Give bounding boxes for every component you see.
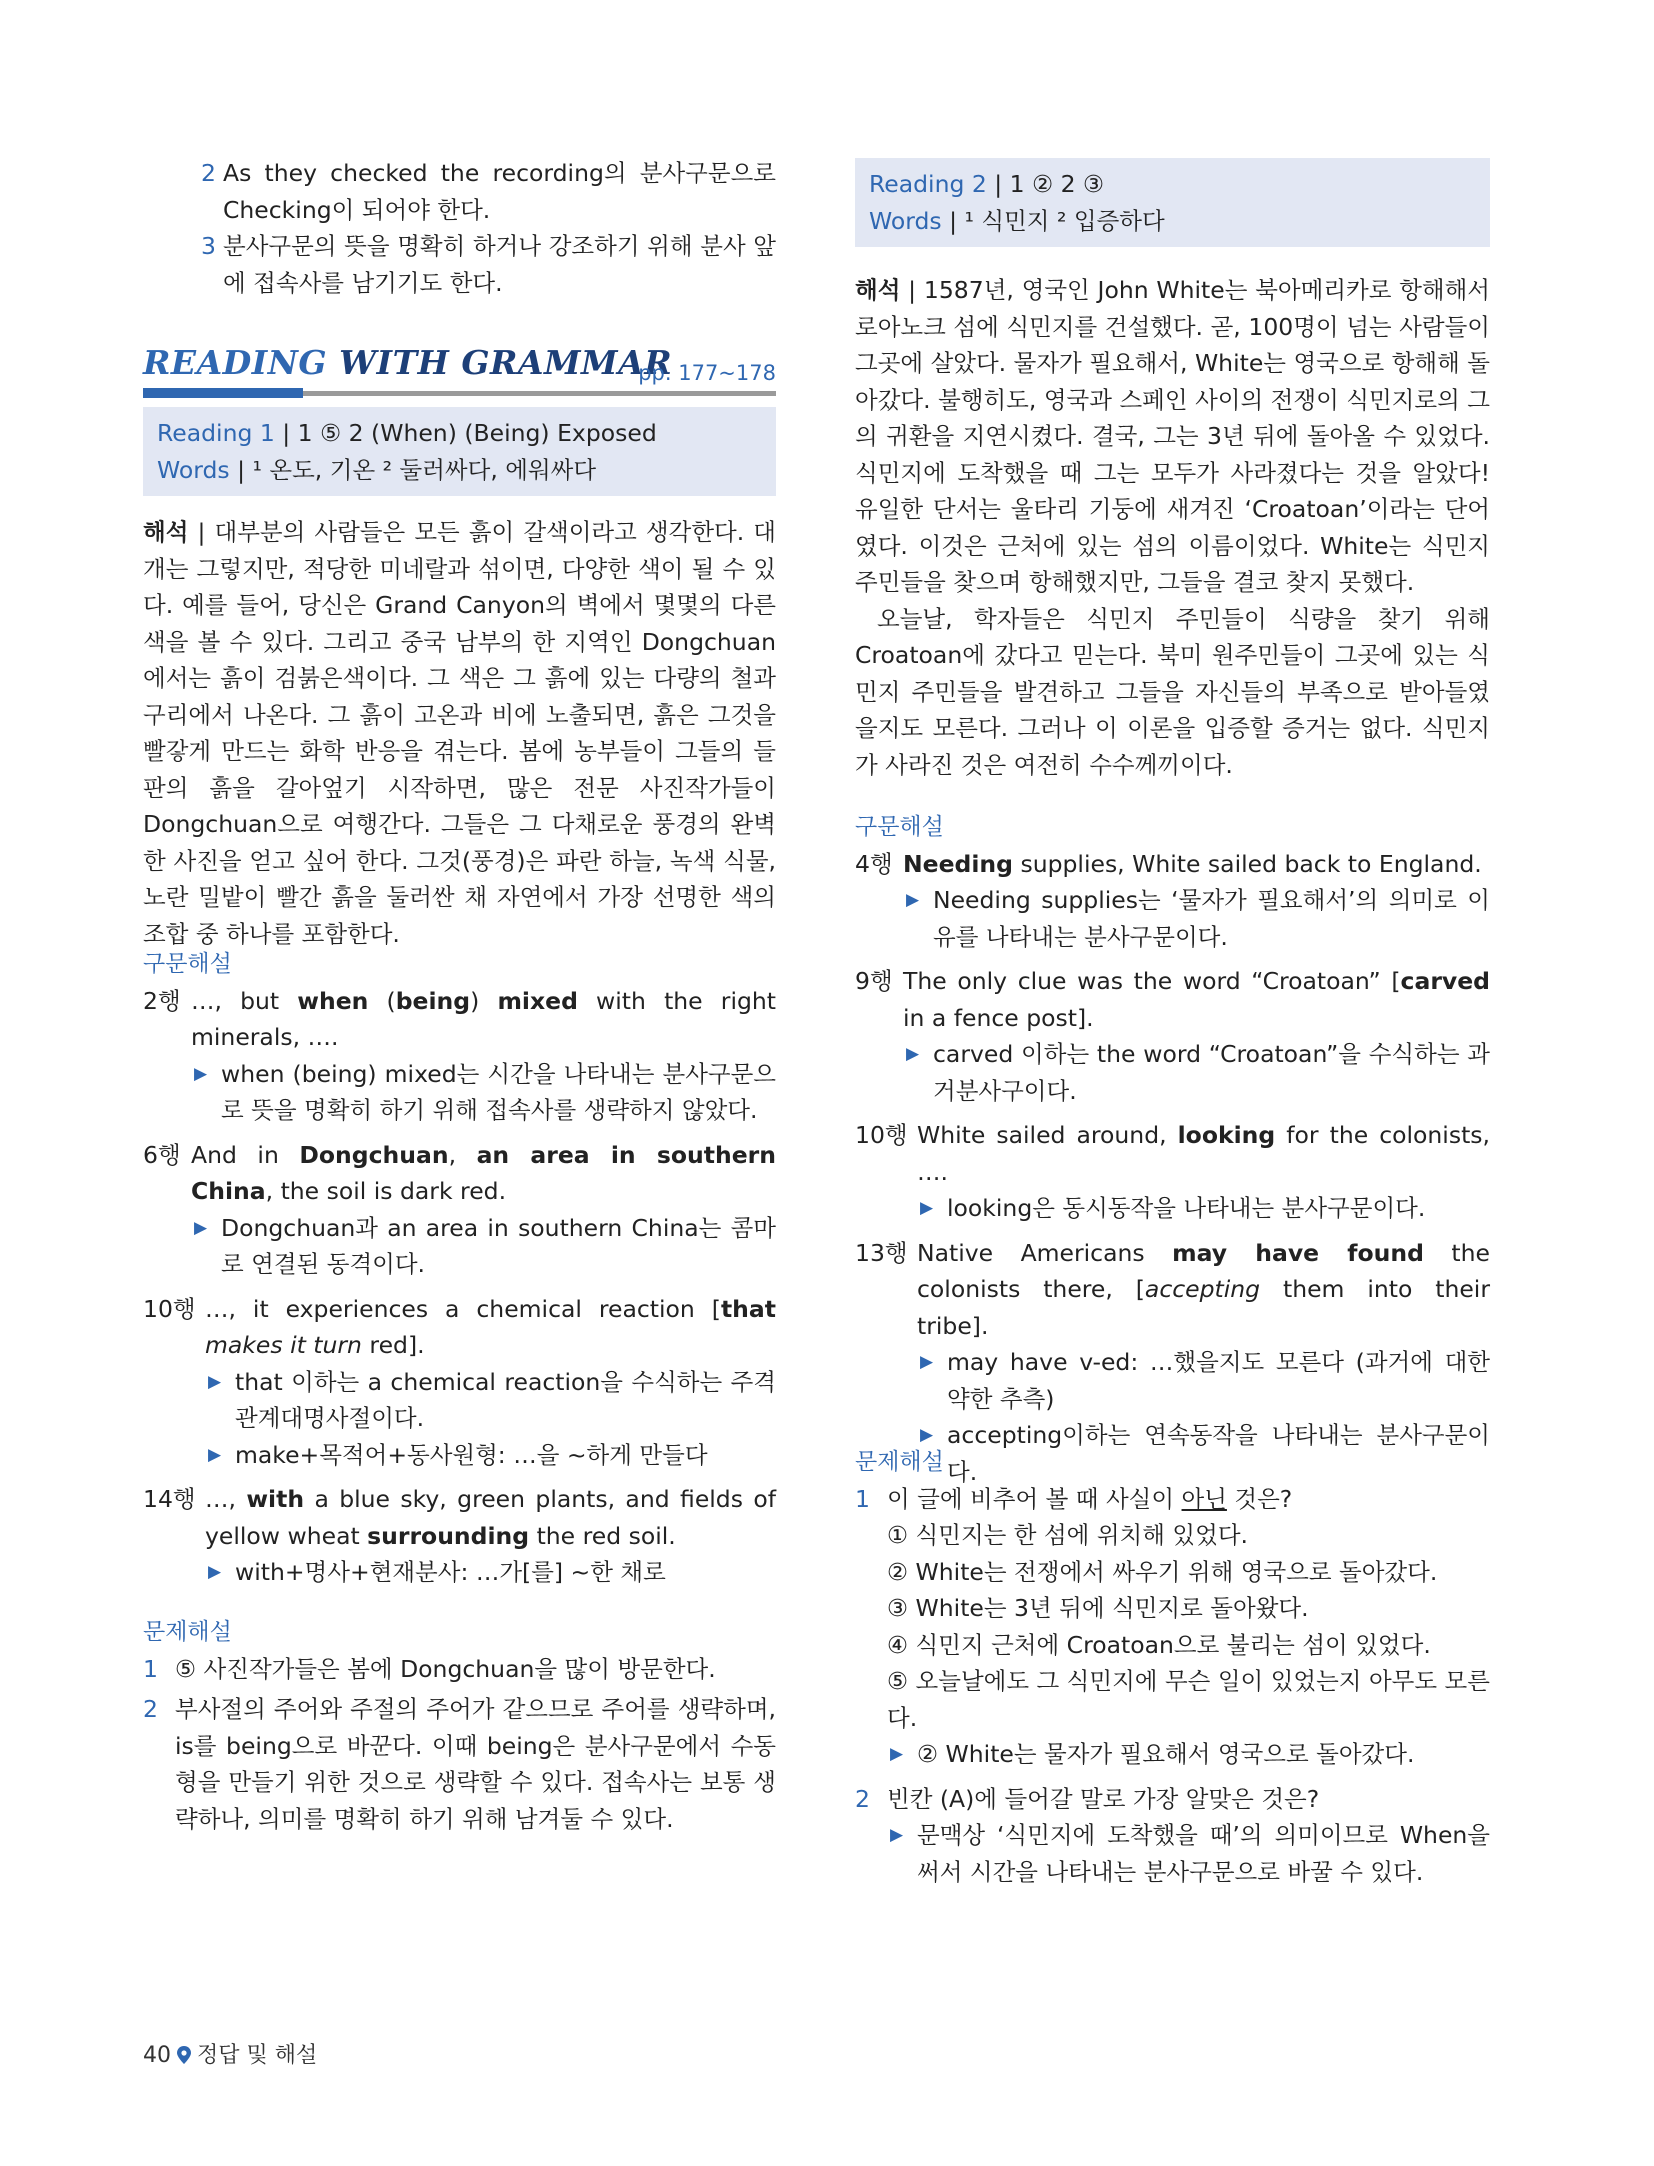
- note-item: [201, 228, 776, 301]
- translation: 해석 | 1587년, 영국인 John White는 북아메리카로 항해해서 로아노크 섬에 식민지를 건설했다. 곧, 100명이 넘는 사람들이 그곳에 살았다. 물자가 필요해서, White는 영국으로 항해해 돌아갔다. 불행히도, 영국과 스페인 사이의 전쟁이 식민지로의 그의 귀환을 지연시켰다. 결국, 그는 3년 뒤에 돌아올 수 있었다. 식민지에 도착했을 때 그는 모두가 사라졌다는 것을 알았다! 유일한 단서는 울타리 기둥에 새겨진 ‘Croatoan’이라는 단어였다. 이것은 근처에 있는 섬의 이름이었다. White는 식민지 주민들을 찾으며 항해했지만, 그들을 결코 찾지 못했다. 오늘날, 학자들은 식민지 주민들이 식량을 찾기 위해 Croatoan에 갔다고 믿는다. 북미 원주민들이 그곳에 있는 식민지 주민들을 발견하고 그들을 자신들의 부족으로 받아들였을지도 모른다. 그러나 이 이론을 입증할 증거는 없다. 식민지가 사라진 것은 여전히 수수께끼이다.: [855, 272, 1490, 783]
- problem-question: 빈칸 (A)에 들어갈 말로 가장 알맞은 것은?: [887, 1784, 1320, 1813]
- note-item: [201, 155, 776, 228]
- problem-text: 부사절의 주어와 주절의 주어가 같으므로 주어를 생략하며, is를 being으로 바꾼다. 이때 being은 분사구문에서 수동형을 만들기 위한 것으로 생략할 수 있다. 접속사는 보통 생략하나, 의미를 명확히 하기 위해 남겨둘 수 있다.: [175, 1695, 776, 1833]
- words-answers: ¹ 식민지 ² 입증하다: [964, 206, 1165, 235]
- problem-title: 문제해설: [143, 1619, 232, 1645]
- translation-label: 해석: [143, 518, 189, 546]
- grammar-line: 13행 Native Americans may have found the colonists there, [accepting them into their tribe].: [855, 1235, 1490, 1345]
- grammar-line: 6행 And in Dongchuan, an area in southern China, the soil is dark red.: [143, 1137, 776, 1210]
- option-item: ④ 식민지 근처에 Croatoan으로 불리는 섬이 있었다.: [887, 1630, 1431, 1659]
- reading-answers: 1 ⑤ 2 (When) (Being) Exposed: [297, 419, 657, 447]
- problem-item: [143, 1651, 776, 1688]
- grammar-line: 14행 …, with a blue sky, green plants, and fields of yellow wheat surrounding the red soil.: [143, 1481, 776, 1554]
- problem-item: [143, 1691, 776, 1837]
- translation-label: 해석: [855, 276, 901, 304]
- grammar-note: ▶ Needing supplies는 ‘물자가 필요해서’의 의미로 이유를 나타내는 분사구문이다.: [903, 882, 1490, 955]
- grammar-note: ▶ with+명사+현재분사: …가[를] ~한 채로: [205, 1554, 776, 1591]
- words-label: Words: [869, 206, 942, 235]
- grammar-note: ▶ when (being) mixed는 시간을 나타내는 분사구문으로 뜻을 명확히 하기 위해 접속사를 생략하지 않았다.: [191, 1056, 776, 1129]
- problem-item: 1 이 글에 비추어 볼 때 사실이 아닌 것은?: [855, 1481, 1490, 1518]
- line-number: 13행: [855, 1238, 908, 1267]
- grammar-line: 10행 …, it experiences a chemical reaction [that makes it turn red].: [143, 1291, 776, 1364]
- translation-text: 대부분의 사람들은 모든 흙이 갈색이라고 생각한다. 대개는 그렇지만, 적당한 미네랄과 섞이면, 다양한 색이 될 수 있다. 예를 들어, 당신은 Grand Canyon의 벽에서 몇몇의 다른 색을 볼 수 있다. 그리고 중국 남부의 한 지역인 Dongchuan에서는 흙이 검붉은색이다. 그 색은 그 흙에 있는 다량의 철과 구리에서 나온다. 그 흙이 고온과 비에 노출되면, 흙은 그것을 빨갛게 만드는 화학 반응을 겪는다. 봄에 농부들이 그들의 들판의 흙을 갈아엎기 시작하면, 많은 전문 사진작가들이 Dongchuan으로 여행간다. 그들은 그 다채로운 풍경의 완벽한 사진을 얻고 싶어 한다. 그것(풍경)은 파란 하늘, 녹색 식물, 노란 밀밭이 빨간 흙을 둘러싼 채 자연에서 가장 선명한 색의 조합 중 하나를 포함한다.: [143, 518, 777, 948]
- problem-number: 1: [855, 1484, 870, 1513]
- note-text: As they checked the recording의 분사구문으로 Checking이 되어야 한다.: [223, 159, 776, 224]
- problem-title: 문제해설: [855, 1449, 944, 1475]
- problem-text: ⑤ 사진작가들은 봄에 Dongchuan을 많이 방문한다.: [175, 1654, 716, 1683]
- page-number: 40: [143, 2043, 171, 2068]
- grammar-line: 10행 White sailed around, looking for the colonists, ….: [855, 1117, 1490, 1190]
- problem-section: [855, 1444, 1490, 1890]
- note-text: 분사구문의 뜻을 명확히 하거나 강조하기 위해 분사 앞에 접속사를 남기기도 한다.: [223, 232, 776, 297]
- note-number: 3: [201, 232, 216, 260]
- grammar-note: ▶ Dongchuan과 an area in southern China는 콤마로 연결된 동격이다.: [191, 1210, 776, 1283]
- note-number: 2: [201, 159, 216, 187]
- answer-note: ▶ ② White는 물자가 필요해서 영국으로 돌아갔다.: [887, 1736, 1490, 1773]
- problem-section: [143, 1614, 776, 1837]
- grammar-section: [143, 946, 776, 1591]
- reading-label: Reading 2: [869, 170, 987, 198]
- problem-answer: [855, 1817, 1490, 1890]
- problem-number: 2: [143, 1695, 158, 1723]
- page-footer: [143, 2038, 317, 2075]
- line-number: 6행: [143, 1140, 181, 1169]
- answer-box: Reading 1 | 1 ⑤ 2 (When) (Being) Exposed Words | ¹ 온도, 기온 ² 둘러싸다, 에워싸다: [143, 407, 776, 496]
- words-label: Words: [157, 455, 230, 484]
- grammar-note: ▶ that 이하는 a chemical reaction을 수식하는 주격 관계대명사절이다.: [205, 1364, 776, 1437]
- problem-item: [855, 1781, 1490, 1818]
- grammar-section: [855, 809, 1490, 1490]
- translation-text: 오늘날, 학자들은 식민지 주민들이 식량을 찾기 위해 Croatoan에 갔다고 믿는다. 북미 원주민들이 그곳에 있는 식민지 주민들을 발견하고 그들을 자신들의 부족으로 받아들였을지도 모른다. 그러나 이 이론을 입증할 증거는 없다. 식민지가 사라진 것은 여전히 수수께끼이다.: [855, 604, 1490, 779]
- grammar-line: 9행 The only clue was the word “Croatoan” [carved in a fence post].: [855, 963, 1490, 1036]
- line-number: 10행: [855, 1121, 908, 1149]
- answer-box: Reading 2 | 1 ② 2 ③ Words | ¹ 식민지 ² 입증하다: [855, 158, 1490, 247]
- reading-answers: 1 ② 2 ③: [1009, 170, 1105, 198]
- answer-note: ▶ 문맥상 ‘식민지에 도착했을 때’의 의미이므로 When을 써서 시간을 나타내는 분사구문으로 바꿀 수 있다.: [887, 1817, 1490, 1890]
- translation-text: 1587년, 영국인 John White는 북아메리카로 항해해서 로아노크 섬에 식민지를 건설했다. 곧, 100명이 넘는 사람들이 그곳에 살았다. 물자가 필요해서, White는 영국으로 항해해 돌아갔다. 불행히도, 영국과 스페인 사이의 전쟁이 식민지로의 그의 귀환을 지연시켰다. 결국, 그는 3년 뒤에 돌아올 수 있었다. 식민지에 도착했을 때 그는 모두가 사라졌다는 것을 알았다! 유일한 단서는 울타리 기둥에 새겨진 ‘Croatoan’이라는 단어였다. 이것은 근처에 있는 섬의 이름이었다. White는 식민지 주민들을 찾으며 항해했지만, 그들을 결코 찾지 못했다.: [855, 276, 1490, 596]
- grammar-note: ▶ make+목적어+동사원형: …을 ~하게 만들다: [205, 1437, 776, 1474]
- grammar-note: ▶ looking은 동시동작을 나타내는 분사구문이다.: [917, 1190, 1490, 1227]
- section-title-sub: WITH GRAMMAR: [339, 343, 673, 382]
- option-item: ③ White는 3년 뒤에 식민지로 돌아왔다.: [887, 1594, 1309, 1622]
- problem-options: [855, 1517, 1490, 1773]
- grammar-note: ▶ may have v-ed: …했을지도 모른다 (과거에 대한 약한 추측): [917, 1344, 1490, 1417]
- grammar-line: 4행 Needing supplies, White sailed back to England.: [855, 846, 1490, 883]
- grammar-note: ▶ accepting이하는 연속동작을 나타내는 분사구문이다.: [917, 1417, 1490, 1490]
- reading-with-grammar-header: [143, 345, 776, 398]
- line-number: 2행: [143, 986, 181, 1015]
- line-number: 14행: [143, 1485, 196, 1513]
- grammar-note: ▶ carved 이하는 the word “Croatoan”을 수식하는 과거분사구이다.: [903, 1036, 1490, 1109]
- translation: 해석 | 대부분의 사람들은 모든 흙이 갈색이라고 생각한다. 대개는 그렇지만, 적당한 미네랄과 섞이면, 다양한 색이 될 수 있다. 예를 들어, 당신은 Grand Canyon의 벽에서 몇몇의 다른 색을 볼 수 있다. 그리고 중국 남부의 한 지역인 Dongchuan에서는 흙이 검붉은색이다. 그 색은 그 흙에 있는 다량의 철과 구리에서 나온다. 그 흙이 고온과 비에 노출되면, 흙은 그것을 빨갛게 만드는 화학 반응을 겪는다. 봄에 농부들이 그들의 들판의 흙을 갈아엎기 시작하면, 많은 전문 사진작가들이 Dongchuan으로 여행간다. 그들은 그 다채로운 풍경의 완벽한 사진을 얻고 싶어 한다. 그것(풍경)은 파란 하늘, 녹색 식물, 노란 밀밭이 빨간 흙을 둘러싼 채 자연에서 가장 선명한 색의 조합 중 하나를 포함한다.: [143, 518, 777, 948]
- line-number: 4행: [855, 849, 893, 878]
- reading-label: Reading 1: [157, 419, 275, 447]
- grammar-title: 구문해설: [143, 951, 232, 977]
- line-number: 10행: [143, 1294, 196, 1323]
- grammar-line: 2행 …, but when (being) mixed with the right minerals, ….: [143, 983, 776, 1056]
- option-item: ① 식민지는 한 섬에 위치해 있었다.: [887, 1521, 1248, 1549]
- option-item: ② White는 전쟁에서 싸우기 위해 영국으로 돌아갔다.: [887, 1557, 1438, 1586]
- problem-number: 1: [143, 1654, 158, 1683]
- option-item: ⑤ 오늘날에도 그 식민지에 무슨 일이 있었는지 아무도 모른다.: [887, 1667, 1490, 1732]
- line-number: 9행: [855, 967, 893, 995]
- section-pages: pp. 177~178: [638, 361, 776, 385]
- map-pin-icon: [177, 2046, 191, 2064]
- top-notes: [201, 155, 776, 301]
- section-underline: [143, 388, 776, 398]
- section-title-main: READING: [143, 343, 328, 382]
- words-answers: ¹ 온도, 기온 ² 둘러싸다, 에워싸다: [252, 455, 597, 484]
- problem-number: 2: [855, 1784, 870, 1813]
- footer-text: 정답 및 해설: [197, 2043, 318, 2068]
- grammar-title: 구문해설: [855, 814, 944, 840]
